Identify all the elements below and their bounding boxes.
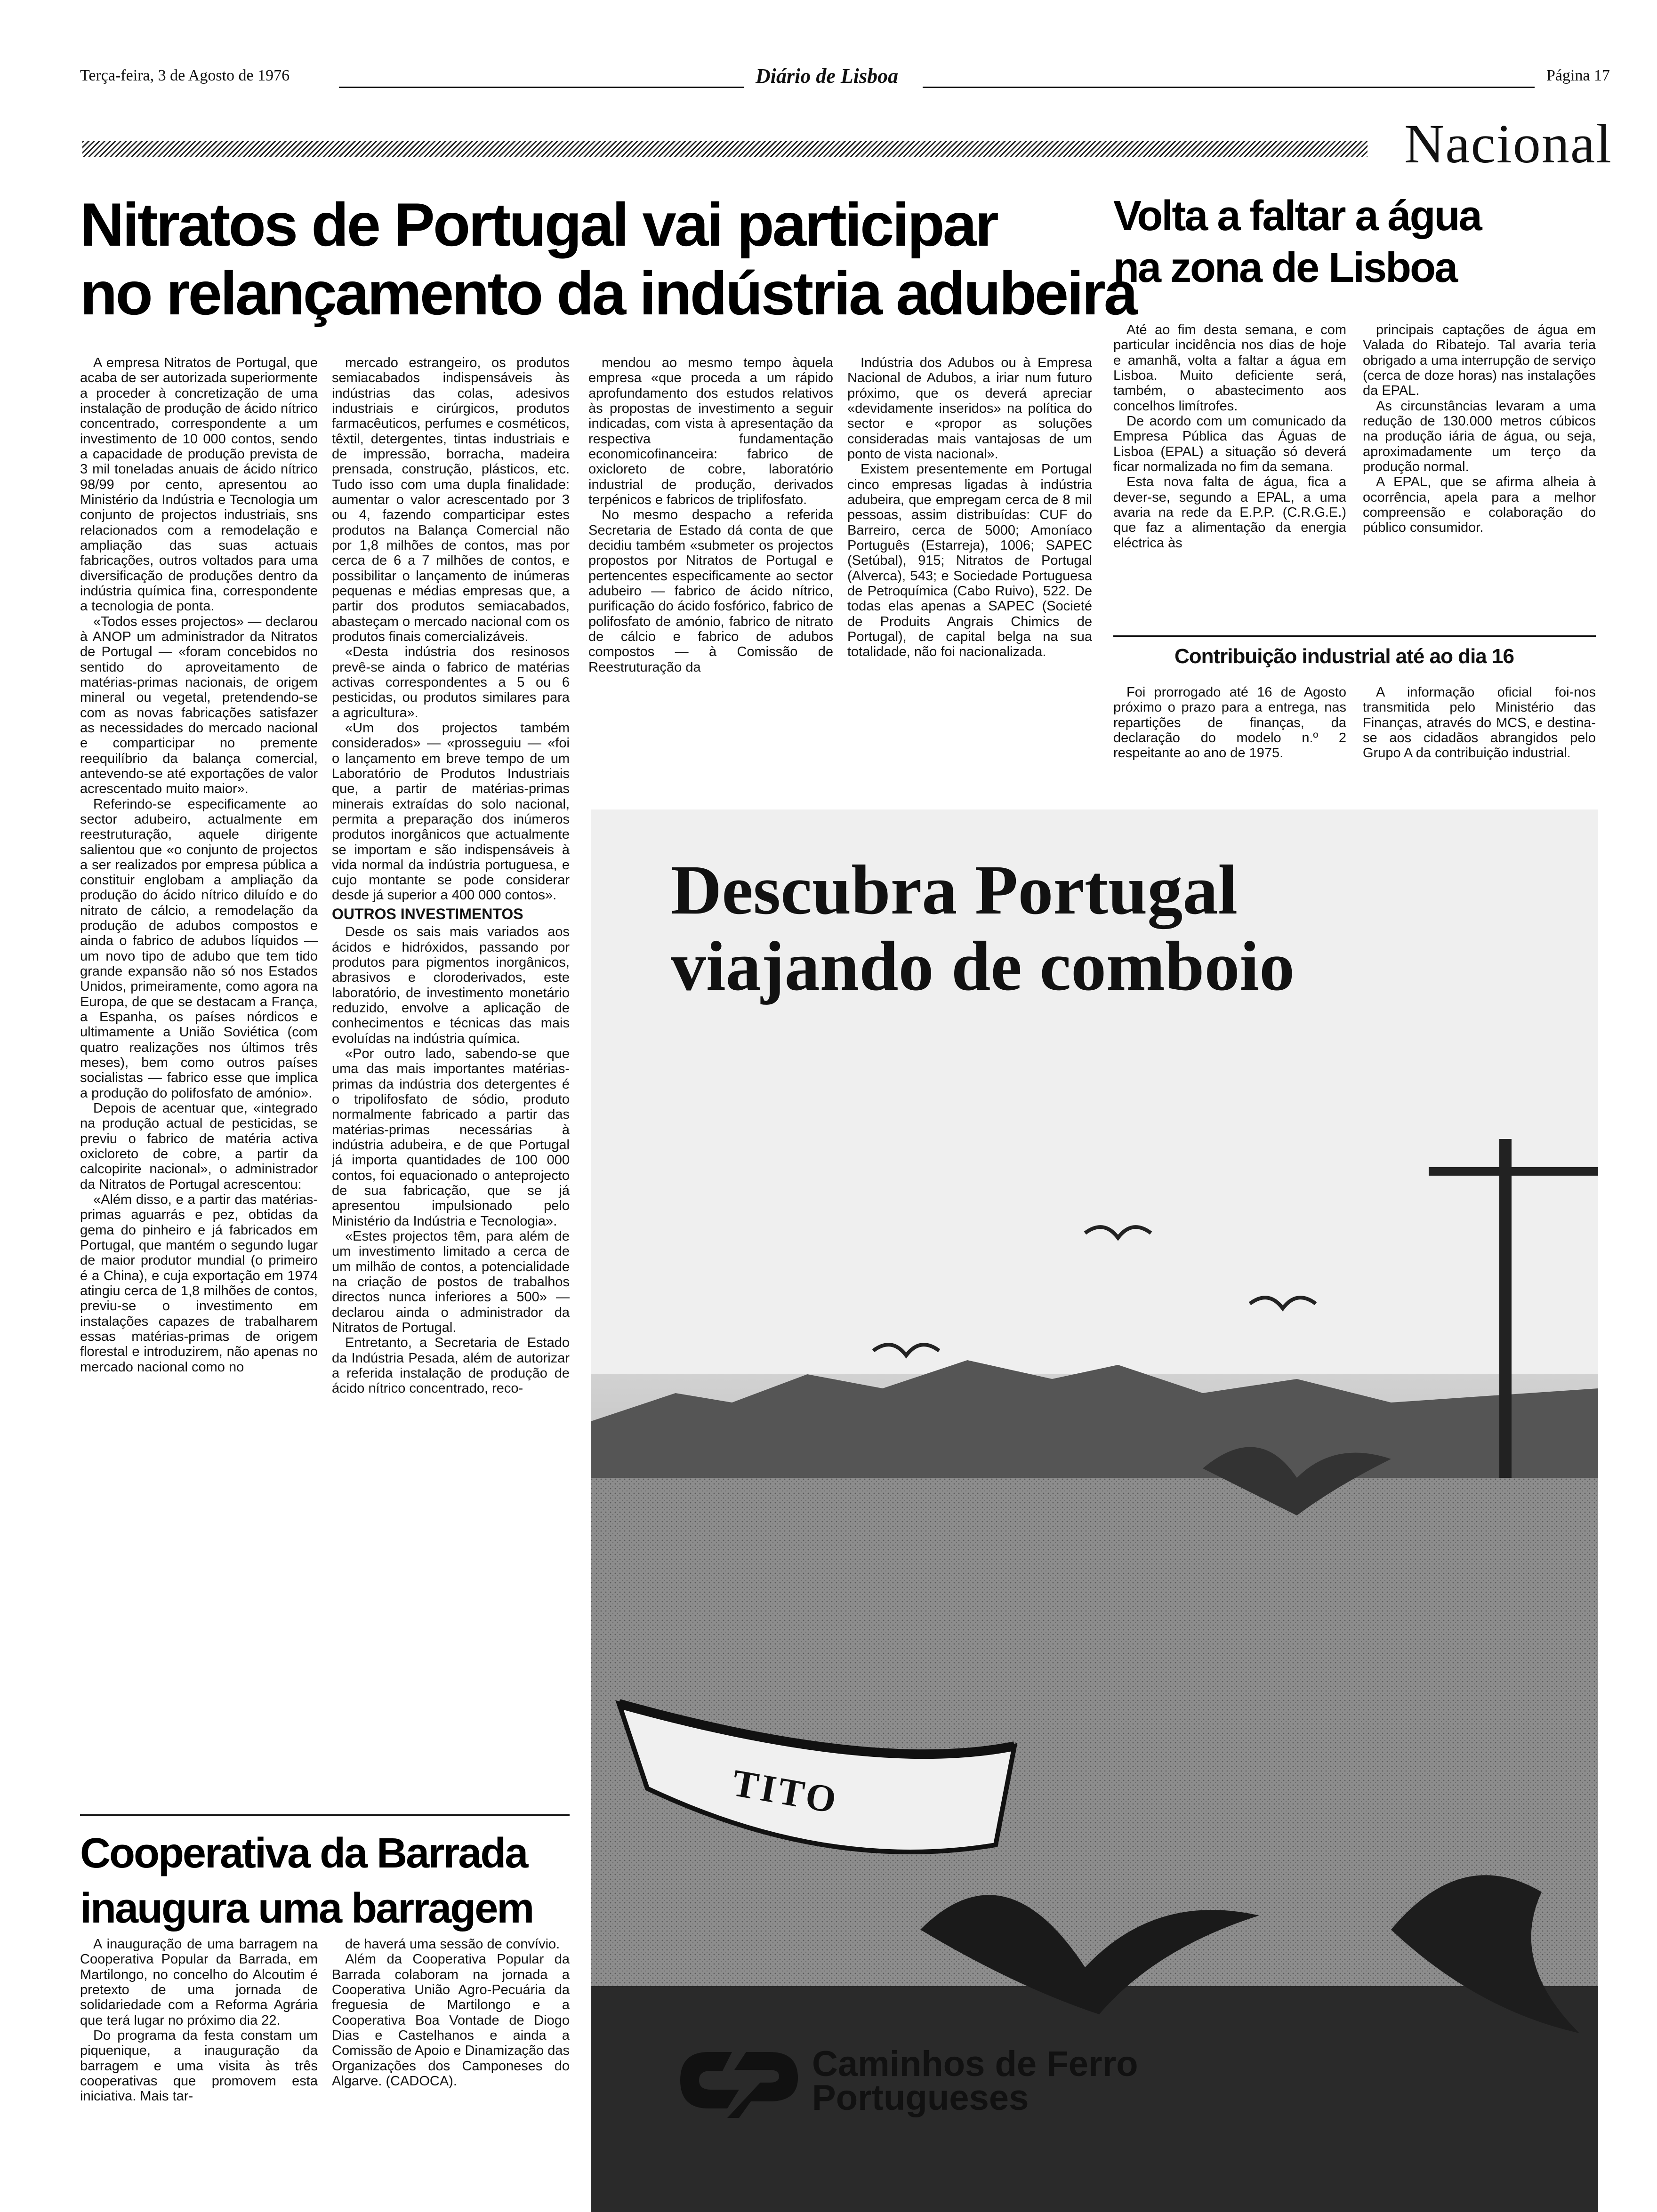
distant-town [591, 1360, 1598, 1478]
main-headline-line2: no relançamento da indústria adubeira [80, 258, 1136, 328]
paragraph: Indústria dos Adubos ou à Empresa Nacional de Adubos, a iriar num futuro próximo, que os deverá apreciar «devidamente inseridos» na política do sector e «propor as soluções consideradas mais vantajosas de um ponto de vista nacional». [847, 355, 1092, 462]
agua-headline-line1: Volta a faltar a água [1113, 192, 1481, 240]
barrada-headline-line1: Cooperativa da Barrada [80, 1830, 527, 1877]
paragraph: As circunstâncias levaram a uma redução de 130.000 metros cúbicos na produção iária de água, ou seja, aproximadamente um terço da produção normal. [1363, 398, 1596, 474]
main-headline-line1: Nitratos de Portugal vai participar [80, 190, 997, 259]
contribuicao-col2 [1363, 685, 1596, 798]
header-page-number: Página 17 [1546, 67, 1610, 84]
header-date: Terça-feira, 3 de Agosto de 1976 [80, 67, 290, 84]
paragraph: No mesmo despacho a referida Secretaria de Estado dá conta de que decidiu também «submeter os projectos propostos por Nitratos de Portugal e pertencentes especificamente ao sector adubeiro — fabrico de ácido nítrico, purificação do ácido fosfórico, fabrico de polifosfato de amónio, fabrico de nitrato de cálcio e fabrico de adubos compostos — à Comissão de Reestruturação da [588, 507, 833, 675]
header-rule-right [923, 87, 1535, 88]
barrada-col1 [80, 1937, 318, 2200]
section-title: Nacional [1404, 113, 1612, 175]
agua-article-col1 [1113, 322, 1346, 628]
paragraph: de haverá uma sessão de convívio. [345, 1937, 560, 1952]
ad-headline [671, 852, 1295, 1004]
paragraph: A EPAL, que se afirma alheia à ocorrência, apela para a melhor compreensão e colaboração do público consumidor. [1363, 474, 1596, 536]
agua-headline [1113, 191, 1481, 294]
main-article-col4 [847, 355, 1092, 793]
header-rule-left [339, 87, 744, 88]
barrada-col2 [332, 1937, 570, 2200]
paragraph: Referindo-se especificamente ao sector adubeiro, actualmente em reestruturação, aquele dirigente salientou que «o conjunto de projectos a ser realizados por empresa pública a constituir englobam a ampliação da produção do ácido nítrico diluído e do nitrato de cálcio, a remodelação da produção de adubos compostos e ainda o fabrico de adubos líquidos — um novo tipo de adubo que tem tido grande expansão não só nos Estados Unidos, primeiramente, como agora na Europa, de que se destacam a França, a Espanha, os países nórdicos e ultimamente a União Soviética (com quatro realizações nos últimos três meses), bem como outros países socialistas — fabrico esse que implica a produção do polifosfato de amónio». [80, 796, 318, 1101]
harbour-crane-arm [1429, 1167, 1598, 1176]
main-article-col1 [80, 355, 318, 1772]
main-article-col2 [332, 355, 570, 1772]
paragraph: Existem presentemente em Portugal cinco empresas ligadas à indústria adubeira, que empregam cerca de 8 mil pessoas, assim distribuídas: CUF do Barreiro, cerca de 5000; Amoníaco Português (Estarreja), 1006; SAPEC (Setúbal), 915; Nitratos de Portugal (Alverca), 543; e Sociedade Portuguesa de Petroquímica (Cabo Ruivo), 522. De todas elas apenas a SAPEC (Societé de Produits Angrais Chimics de Portugal), de capital belga na sua totalidade, não foi nacionalizada. [847, 462, 1092, 660]
paragraph: «Desta indústria dos resinosos prevê-se ainda o fabrico de matérias activas correspondentes a 5 ou 6 pesticidas, ou produtos similares para a agricultura». [332, 644, 570, 721]
contribuicao-headline: Contribuição industrial até ao dia 16 [1174, 645, 1514, 668]
paragraph: Do programa da festa constam um piquenique, a inauguração da barragem e uma visita às três cooperativas que promovem esta iniciativa. Mais tar- [80, 2028, 318, 2104]
paragraph: principais captações de água em Valada do Ribatejo. Tal avaria teria obrigado a uma interrupção de serviço (cerca de doze horas) nas instalações da EPAL. [1363, 322, 1596, 399]
contribuicao-col1 [1113, 685, 1346, 798]
paragraph: «Todos esses projectos» — declarou à ANOP um administrador da Nitratos de Portugal — «foram concebidos no sentido do aproveitamento de matérias-primas nacionais, de origem mineral ou vegetal, pretendendo-se com as novas fabricações satisfazer as necessidades do mercado nacional e comparticipar no premente reequilíbrio da balança comercial, antevendo-se até exportações de valor acrescentado muito maior». [80, 614, 318, 797]
paragraph: De acordo com um comunicado da Empresa Pública das Águas de Lisboa (EPAL) a situação só deverá ficar normalizada no fim da semana. [1113, 413, 1346, 474]
cp-logo-svg [676, 2043, 803, 2118]
subheading-outros-investimentos: OUTROS INVESTIMENTOS [332, 905, 523, 922]
paragraph: A informação oficial foi-nos transmitida pelo Ministério das Finanças, através do MCS, e destina-se aos cidadãos abrangidos pelo Grupo A da contribuição industrial. [1363, 685, 1596, 761]
cp-company-line1: Caminhos de Ferro [812, 2044, 1138, 2084]
cp-company-line2: Portugueses [812, 2078, 1029, 2118]
barrada-rule [80, 1814, 570, 1816]
paragraph: Foi prorrogado até 16 de Agosto próximo o prazo para a entrega, nas repartições de finanças, da declaração do modelo n.º 2 respeitante ao ano de 1975. [1113, 685, 1346, 761]
section-hatch-bar [82, 141, 1367, 157]
cp-logo-icon [676, 2043, 803, 2118]
harbour-crane [1499, 1139, 1512, 1478]
paragraph: «Por outro lado, sabendo-se que uma das mais importantes matérias-primas da indústria dos detergentes é o tripolifosfato de sódio, produto normalmente fabricado a partir das matérias-primas necessárias à indústria adubeira, e de que Portugal já importa quantidades de 100 000 contos, foi equacionado o anteprojecto de sua fabricação, que se já apresentou impulsionado pelo Ministério da Indústria e Tecnologia». [332, 1046, 570, 1229]
contribuicao-rule [1113, 635, 1596, 637]
paragraph: Desde os sais mais variados aos ácidos e hidróxidos, passando por produtos para pigmentos inorgânicos, abrasivos e cloroderivados, este laboratório, de investimento monetário reduzido, envolve a aplicação de conhecimentos e técnicas das mais evoluídas na indústria química. [332, 924, 570, 1046]
paragraph: «Um dos projectos também considerados» — «prosseguiu — «foi o lançamento em breve tempo de um Laboratório de Produtos Industriais que, a partir de matérias-primas minerais extraídas do solo nacional, permita a preparação dos inúmeros produtos inorgânicos que actualmente se importam e são indispensáveis à vida normal da indústria portuguesa, e cujo montante se pode considerar desde já superior a 400 000 contos». [332, 720, 570, 903]
main-headline [80, 191, 1136, 328]
paragraph: Além da Cooperativa Popular da Barrada colaboram na jornada a Cooperativa União Agro-Pecuária da freguesia de Martilongo e a Cooperativa Boa Vontade de Diogo Dias e Castelhanos e ainda a Comissão de Apoio e Dinamização das Organizações dos Camponeses do Algarve. (CADOCA). [332, 1952, 570, 2089]
agua-article-col2 [1363, 322, 1596, 628]
boat-name: TITO [729, 1761, 842, 1822]
main-article-col3 [588, 355, 833, 793]
barrada-headline-line2: inaugura uma barragem [80, 1885, 533, 1932]
paragraph: «Estes projectos têm, para além de um investimento limitado a cerca de um milhão de contos, a potencialidade na criação de postos de trabalhos directos nunca inferiores a 500» — declarou ainda o administrador da Nitratos de Portugal. [332, 1229, 570, 1336]
agua-headline-line2: na zona de Lisboa [1113, 244, 1457, 291]
paragraph: A inauguração de uma barragem na Cooperativa Popular da Barrada, em Martilongo, no concelho do Alcoutim é pretexto de uma jornada de solidariedade com a Reforma Agrária que terá lugar no próximo dia 22. [80, 1937, 318, 2028]
paragraph: Entretanto, a Secretaria de Estado da Indústria Pesada, além de autorizar a referida instalação de produção de ácido nítrico concentrado, reco- [332, 1335, 570, 1396]
paragraph: Esta nova falta de água, fica a dever-se, segundo a EPAL, a uma avaria na rede da E.P.P. (C.R.G.E.) que faz a alimentação da energia eléctrica às [1113, 474, 1346, 551]
paragraph: mendou ao mesmo tempo àquela empresa «que proceda a um rápido aprofundamento dos estudos relativos às propostas de investimento a seguir indicadas, com vista à apresentação da respectiva fundamentação economicofinanceira: fabrico de oxicloreto de cobre, laboratório industrial de produção, derivados terpénicos e fabricos de triplifosfato. [588, 355, 833, 507]
cp-company-name [812, 2044, 1138, 2118]
ad-headline-line1: Descubra Portugal [671, 851, 1238, 929]
seascape-illustration [591, 809, 1598, 2212]
paragraph: Até ao fim desta semana, e com particular incidência nos dias de hoje e amanhã, volta a faltar a água em Lisboa. Muito deficiente será, também, o abastecimento aos concelhos limítrofes. [1113, 322, 1346, 414]
ad-headline-line2: viajando de comboio [671, 927, 1295, 1005]
masthead-title: Diário de Lisboa [756, 64, 899, 88]
barrada-headline [80, 1826, 533, 1936]
paragraph: «Além disso, e a partir das matérias-primas aguarrás e pez, obtidas da gema do pinheiro e já fabricados em Portugal, que mantém o segundo lugar de maior produtor mundial (o primeiro é a China), e cuja exportação em 1974 atingiu cerca de 1,8 milhões de contos, previu-se o investimento em instalações capazes de trabalharem essas matérias-primas de origem florestal e introduzirem, não apenas no mercado nacional como no [80, 1192, 318, 1375]
advertisement-photo [591, 809, 1598, 2212]
paragraph: mercado estrangeiro, os produtos semiacabados indispensáveis às indústrias das colas, adesivos industriais e cirúrgicos, produtos farmacêuticos, perfumes e cosméticos, têxtil, detergentes, tintas industriais e de impressão, borracha, madeira prensada, construção, plásticos, etc. Tudo isso com uma dupla finalidade: aumentar o valor acrescentado por 3 ou 4, fazendo comparticipar estes produtos na Balança Comercial não por 1,8 milhões de contos, mas por cerca de 6 a 7 milhões de contos, e possibilitar o lançamento de inúmeras pequenas e médias empresas que, a partir dos produtos semiacabados, abasteçam o mercado nacional com os produtos finais comercializáveis. [332, 355, 570, 644]
paragraph: Depois de acentuar que, «integrado na produção actual de pesticidas, se previu o fabrico de matéria activa oxicloreto de cobre, a partir da calcopirite nacional», o administrador da Nitratos de Portugal acrescentou: [80, 1101, 318, 1192]
paragraph: A empresa Nitratos de Portugal, que acaba de ser autorizada superiormente a proceder à concretização de uma instalação de produção de ácido nítrico concentrado, correspondente a um investimento de 10 000 contos, sendo a capacidade de produção prevista de 3 mil toneladas anuais de ácido nítrico 98/99 por cento, apresentou ao Ministério da Indústria e Tecnologia um conjunto de projectos industriais, sns relacionados com a remodelação e ampliação das suas actuais fabricações, outros voltados para uma diversificação de produções dentro da indústria química fina, correspondente a tecnologia de ponta. [80, 355, 318, 614]
